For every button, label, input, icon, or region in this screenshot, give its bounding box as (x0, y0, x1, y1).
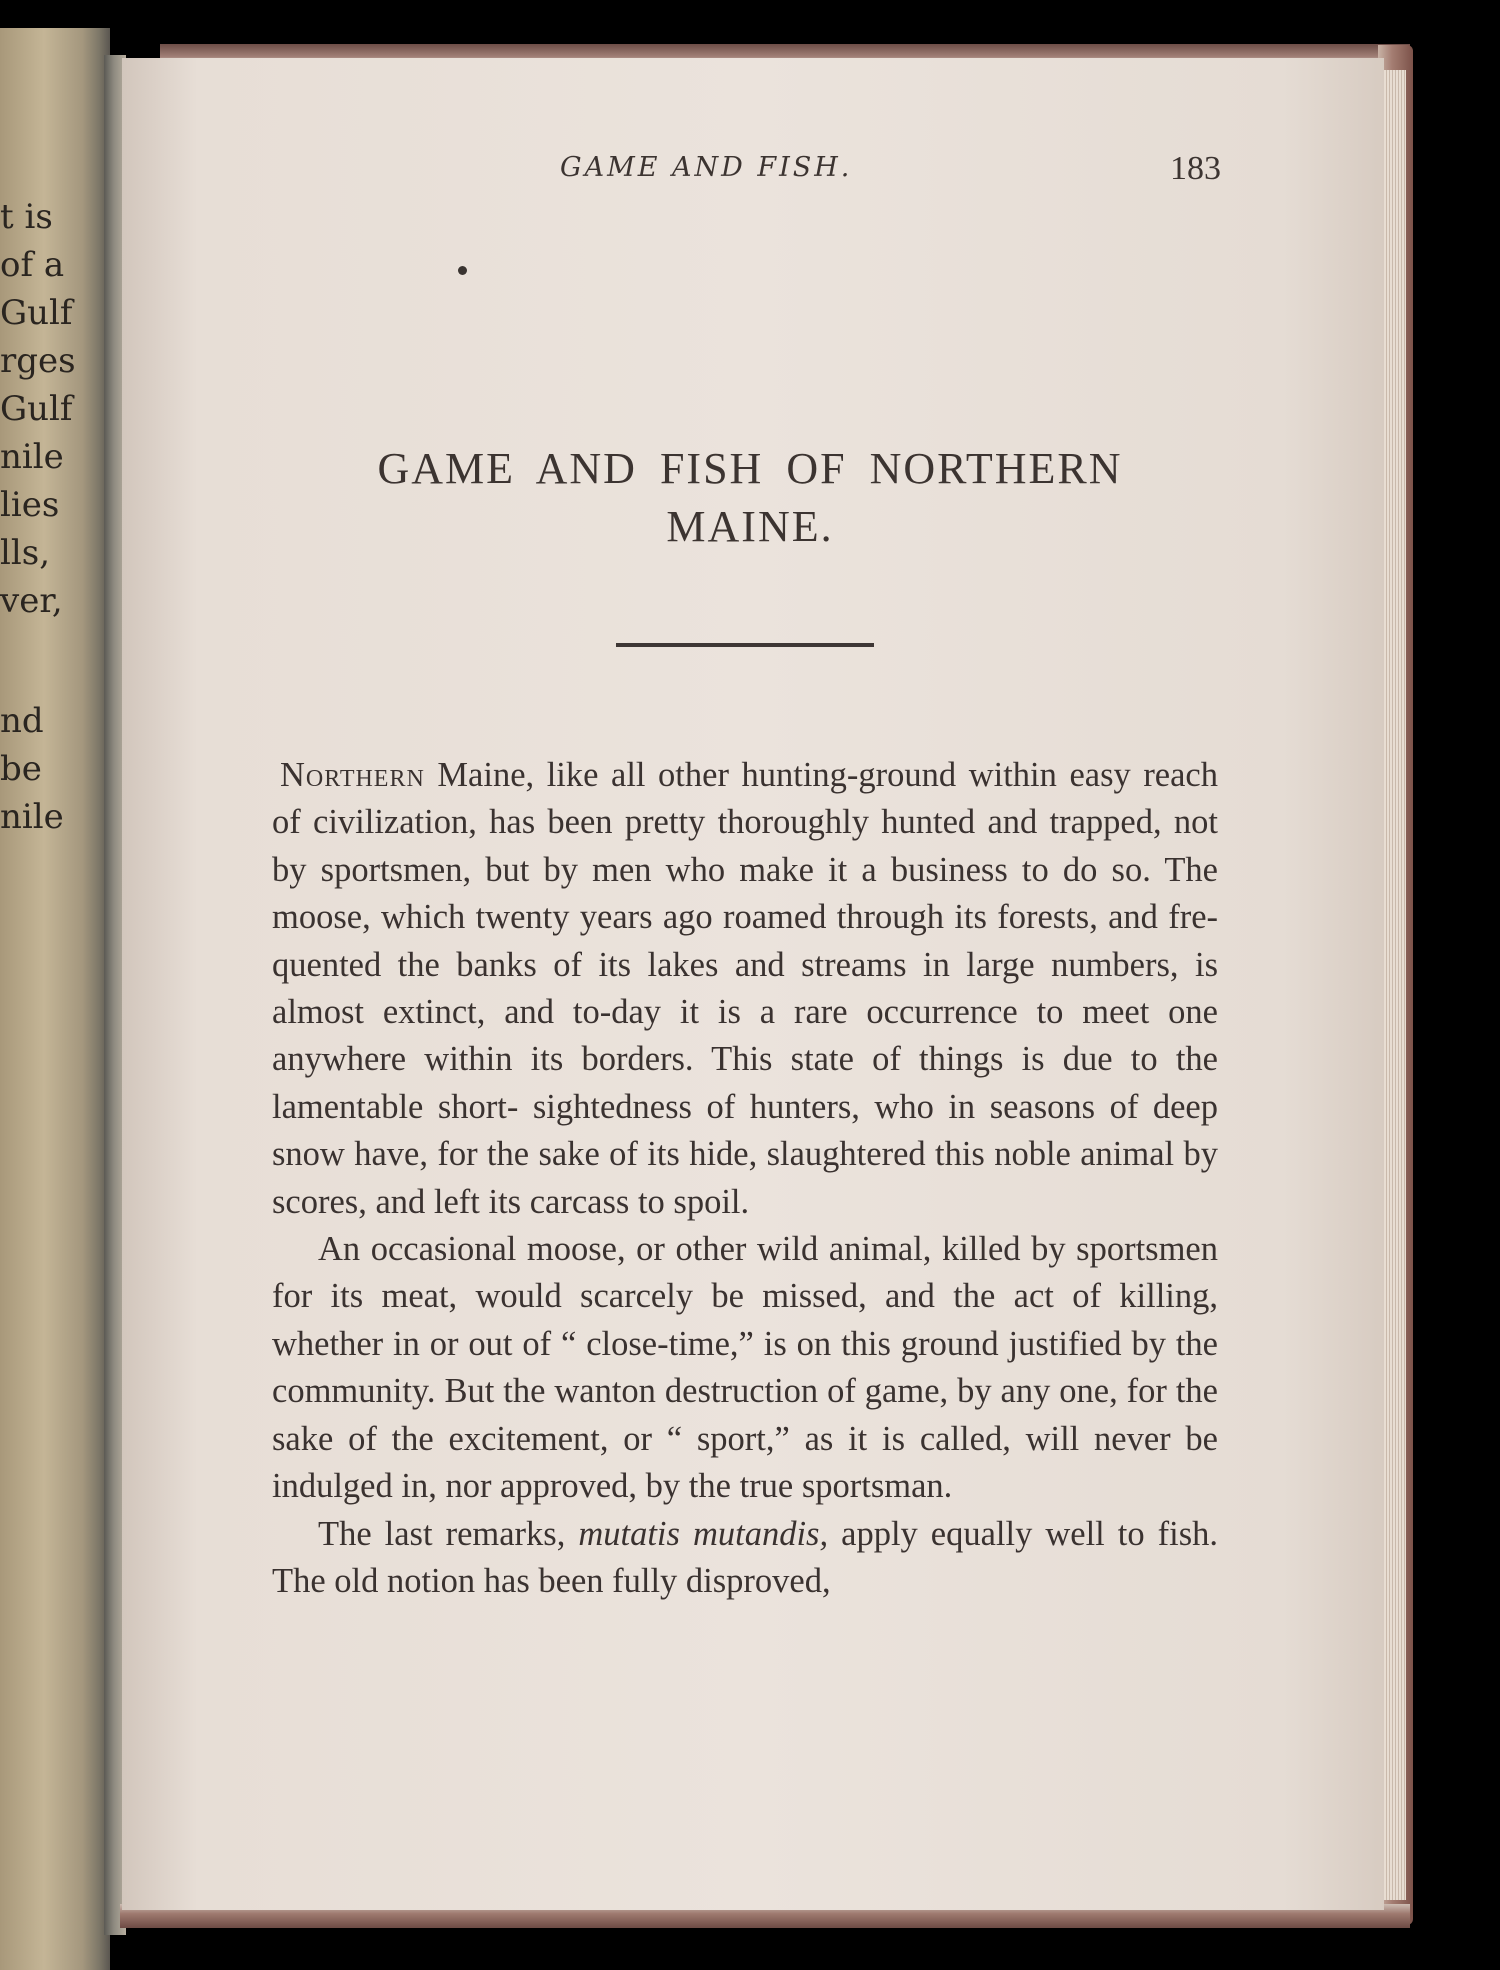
italic-phrase: mutatis mutandis, (578, 1514, 829, 1553)
facing-page-text-fragment: lies (0, 485, 60, 525)
body-text (272, 752, 1218, 1605)
facing-page-text-fragment: nile (0, 437, 64, 477)
facing-page-text-fragment: be (0, 749, 42, 789)
paragraph-text: Maine, like all other hunting-ground within easy reach of civilization, has been pretty thoroughly hunted and trapped, not by sportsmen, but by men who make it a business to do so. The moose, which twenty years ago roamed through its forests, and fre- quented the banks of its lakes and streams in large numbers, is almost extinct, and to-day it is a rare occurrence to meet one anywhere within its borders. This state of things is due to the lamentable short- sightedness of hunters, who in seasons of deep snow have, for the sake of its hide, slaughtered this noble animal by scores, and left its carcass to spoil. (272, 756, 1218, 1221)
chapter-title-line: MAINE. (666, 502, 834, 551)
paragraph-text: The last remarks, (318, 1514, 579, 1553)
facing-page-text-fragment: nd (0, 701, 44, 741)
chapter-title (270, 440, 1230, 556)
paragraph-text: An occasional moose, or other wild animal, killed by sportsmen for its meat, would scarcely be missed, and the act of killing, whether in or out of “ close-time,” is on this ground justified by the community. But the wanton destruction of game, by any one, for the sake of the excitement, or “ sport,” as it is called, will never be indulged in, nor approved, by the true sportsman. (272, 1230, 1218, 1506)
facing-page-text-fragment: ver, (0, 581, 63, 621)
facing-page-text-fragment: rges (0, 341, 76, 381)
paragraph (272, 1511, 1218, 1606)
paragraph (272, 752, 1218, 1226)
paragraph (272, 1226, 1218, 1510)
facing-page-text-fragment: t is (0, 197, 53, 237)
running-head: GAME AND FISH. (560, 152, 853, 183)
facing-page-text-fragment: Gulf (0, 293, 73, 333)
facing-page-text-fragment: nile (0, 797, 64, 837)
title-rule (616, 643, 874, 647)
facing-page-text-fragment: Gulf (0, 389, 73, 429)
paragraph-text: apply equally well to fish. The old notion has been fully disproved, (272, 1514, 1218, 1600)
paragraph-lead-word: Northern (280, 756, 425, 794)
page-number: 183 (1170, 150, 1221, 187)
page-block-edges (1384, 70, 1406, 1900)
ink-speck (458, 266, 467, 275)
chapter-title-line: GAME AND FISH OF NORTHERN (377, 444, 1123, 493)
facing-page-text-fragment: lls, (0, 533, 51, 573)
facing-page-text-fragment: of a (0, 245, 65, 285)
facing-page-edge (0, 28, 110, 1970)
